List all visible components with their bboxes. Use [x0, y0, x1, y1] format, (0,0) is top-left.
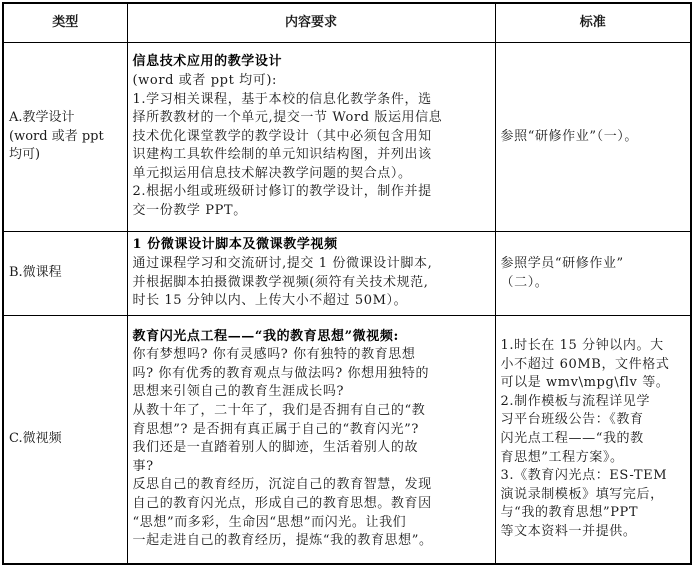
standard-line: 小不超过 60MB，文件格式 [500, 356, 670, 372]
content-line: 并根据脚本拍摄微课教学视频(须符有关技术规范, [132, 274, 429, 290]
content-line: 自己的教育闪光点，形成自己的教育思想。教育因 [132, 496, 432, 512]
content-cell [127, 316, 495, 564]
content-line: 一起走进自己的教育经历，提炼“我的教育思想”。 [132, 533, 433, 549]
table-row-c [3, 316, 691, 564]
requirements-table [2, 2, 692, 565]
standard-line: 3.《教育闪光点：ES-TEM [500, 468, 668, 484]
type-label: (word 或者 ppt [9, 128, 104, 144]
standard-line: 2.制作模板与流程详见学 [500, 393, 651, 409]
header-type: 类型 [3, 3, 127, 43]
content-line: 我们还是一直踏着别人的脚迹，生活着别人的故 [132, 440, 419, 456]
type-label: 均可) [9, 147, 41, 163]
content-line: 事? [132, 458, 154, 474]
header-standard: 标准 [495, 3, 691, 43]
content-line: 反思自己的教育经历，沉淀自己的教育智慧，发现 [132, 477, 432, 493]
standard-line: 可以是 wmv\mpg\flv 等。 [500, 375, 670, 391]
content-line: 育思想”? 是否拥有真正属于自己的“教育闪光”? [132, 421, 419, 437]
type-cell [3, 43, 127, 232]
content-line: 思想来引领自己的教育生涯成长吗? [132, 384, 345, 400]
content-line: 通过课程学习和交流研讨,提交 1 份微课设计脚本, [132, 255, 433, 271]
content-line: (word 或者 ppt 均可): [132, 72, 277, 88]
type-label: B.微课程 [9, 265, 62, 281]
content-line: 择所教教材的一个单元,提交一节 Word 版运用信息 [132, 110, 443, 126]
table-row-b [3, 232, 691, 316]
standard-line: 等文本资料一并提供。 [500, 523, 637, 539]
content-line: 识建构工具软件绘制的单元知识结构图，并列出该 [132, 147, 432, 163]
type-label: C.微视频 [9, 430, 62, 446]
content-line: 单元拟运用信息技术解决教学问题的契合点）。 [132, 165, 412, 181]
standard-line: （二）。 [500, 274, 549, 290]
standard-line: 与“我的教育思想”PPT [500, 505, 639, 521]
type-label: A.教学设计 [9, 110, 75, 126]
standard-line: 闪光点工程——“我的教 [500, 430, 644, 446]
content-title: 信息技术应用的教学设计 [132, 54, 283, 70]
content-line: “思想”而多彩，生命因“思想”而闪光。让我们 [132, 514, 407, 530]
header-content: 内容要求 [127, 3, 495, 43]
standard-cell [495, 316, 691, 564]
standard-line: 习平台班级公告：《教育 [500, 412, 644, 428]
content-line: 2.根据小组或班级研讨修订的教学设计，制作并提 [132, 184, 432, 200]
standard-cell [495, 232, 691, 316]
standard-line: 参照“研修作业”（一）。 [500, 128, 638, 144]
content-line: 你有梦想吗? 你有灵感吗? 你有独特的教育思想 [132, 347, 416, 363]
content-line: 交一份教学 PPT。 [132, 203, 247, 219]
standard-line: 育思想”工程方案》。 [500, 449, 624, 465]
content-cell [127, 232, 495, 316]
standard-cell [495, 43, 691, 232]
type-cell [3, 316, 127, 564]
content-title: 教育闪光点工程——“我的教育思想”微视频: [132, 328, 399, 344]
content-line: 时长 15 分钟以内、上传大小不超过 50M）。 [132, 293, 408, 309]
content-title: 1 份微课设计脚本及微课教学视频 [132, 237, 338, 253]
content-line: 技术优化课堂教学的教学设计（其中必须包含用知 [132, 128, 432, 144]
standard-line: 参照学员“研修作业” [500, 255, 624, 271]
type-cell [3, 232, 127, 316]
standard-line: 1.时长在 15 分钟以内。大 [500, 337, 664, 353]
table-row-a [3, 43, 691, 232]
header-row [3, 3, 691, 43]
content-line: 吗? 你有优秀的教育观点与做法吗? 你想用独特的 [132, 365, 430, 381]
content-line: 从教十年了，二十年了，我们是否拥有自己的“教 [132, 403, 426, 419]
content-line: 1.学习相关课程，基于本校的信息化教学条件，选 [132, 91, 432, 107]
standard-line: 演说录制模板》填写完后， [500, 486, 664, 502]
content-cell [127, 43, 495, 232]
